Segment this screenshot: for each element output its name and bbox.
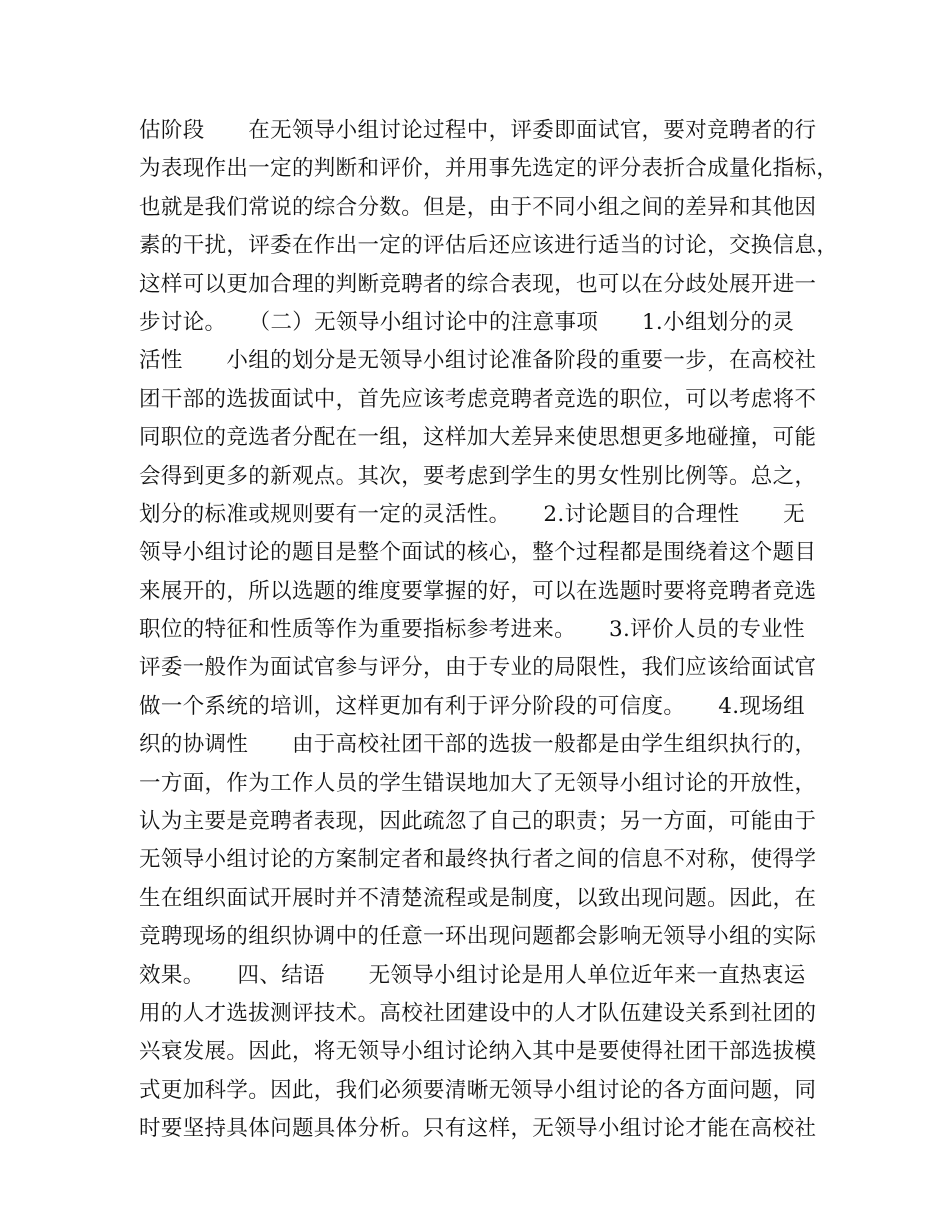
text-line: 用的人才选拔测评技术。高校社团建设中的人才队伍建设关系到社团的 [139,1000,817,1026]
text-line: 会得到更多的新观点。其次，要考虑到学生的男女性别比例等。总之， [139,463,817,489]
text-line: 时要坚持具体问题具体分析。只有这样，无领导小组讨论才能在高校社 [139,1116,817,1142]
text-line: 竞聘现场的组织协调中的任意一环出现问题都会影响无领导小组的实际 [139,924,817,950]
text-line: 兴衰发展。因此，将无领导小组讨论纳入其中是要使得社团干部选拔模 [139,1039,817,1065]
text-line: 无领导小组讨论的方案制定者和最终执行者之间的信息不对称，使得学 [139,847,817,873]
text-line: 团干部的选拔面试中，首先应该考虑竞聘者竞选的职位，可以考虑将不 [139,386,817,412]
text-line: 素的干扰，评委在作出一定的评估后还应该进行适当的讨论，交换信息， [139,233,839,259]
text-line: 活性 小组的划分是无领导小组讨论准备阶段的重要一步，在高校社 [139,348,817,374]
text-line: 划分的标准或规则要有一定的灵活性。 2.讨论题目的合理性 无 [139,501,805,527]
text-line: 式更加科学。因此，我们必须要清晰无领导小组讨论的各方面问题，同 [139,1077,817,1103]
text-line: 评委一般作为面试官参与评分，由于专业的局限性，我们应该给面试官 [139,655,817,681]
text-line: 估阶段 在无领导小组讨论过程中，评委即面试官，要对竞聘者的行 [139,118,817,143]
text-line: 步讨论。 （二）无领导小组讨论中的注意事项 1.小组划分的灵 [139,309,795,335]
text-line: 也就是我们常说的综合分数。但是，由于不同小组之间的差异和其他因 [139,194,817,220]
text-line: 织的协调性 由于高校社团干部的选拔一般都是由学生组织执行的， [139,732,817,758]
text-line: 为表现作出一定的判断和评价，并用事先选定的评分表折合成量化指标， [139,156,839,182]
text-line: 这样可以更加合理的判断竞聘者的综合表现，也可以在分歧处展开进一 [139,271,817,297]
text-line: 领导小组讨论的题目是整个面试的核心，整个过程都是围绕着这个题目 [139,540,817,566]
text-line: 效果。 四、结语 无领导小组讨论是用人单位近年来一直热衷运 [139,962,806,988]
text-line: 认为主要是竞聘者表现，因此疏忽了自己的职责；另一方面，可能由于 [139,809,817,835]
text-line: 来展开的，所以选题的维度要掌握的好，可以在选题时要将竞聘者竞选 [139,578,817,604]
text-line: 一方面，作为工作人员的学生错误地加大了无领导小组讨论的开放性， [139,770,817,796]
text-line: 做一个系统的培训，这样更加有利于评分阶段的可信度。 4.现场组 [139,693,805,719]
text-line: 生在组织面试开展时并不清楚流程或是制度，以致出现问题。因此，在 [139,885,817,911]
body-text [139,112,839,1149]
text-line: 同职位的竞选者分配在一组，这样加大差异来使思想更多地碰撞，可能 [139,425,817,451]
text-line: 职位的特征和性质等作为重要指标参考进来。 3.评价人员的专业性 [139,617,805,643]
